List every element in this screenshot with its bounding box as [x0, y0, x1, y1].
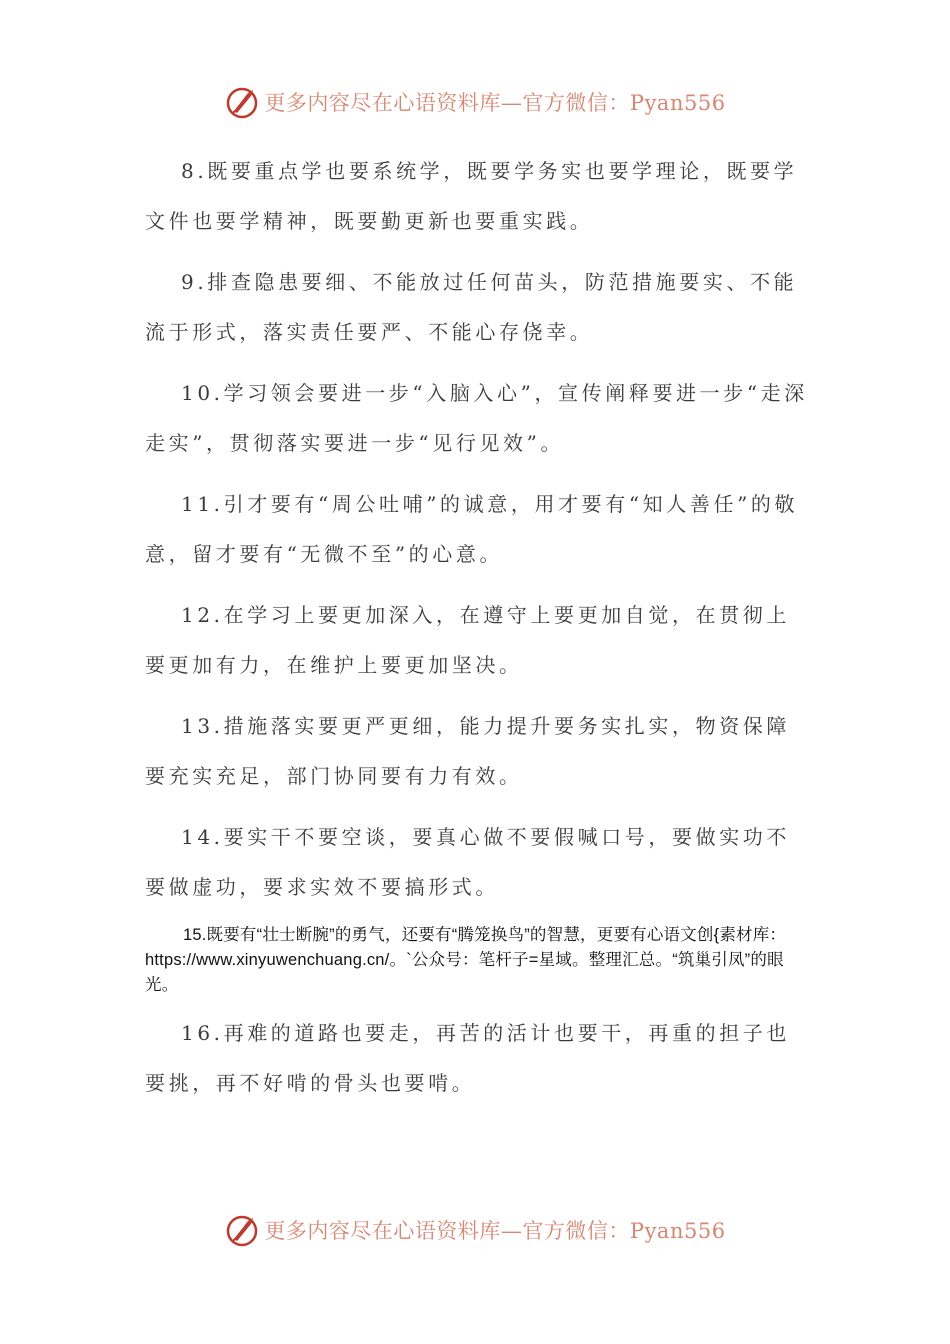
paragraph-15: 15.既要有“壮士断腕”的勇气，还要有“腾笼换鸟”的智慧，更要有心语文创{素材库：https://www.xinyuwenchuang.cn/。`公众号：笔杆子=星域。整理汇总。“筑巢引凤”的眼光。 [145, 926, 787, 994]
document-body [145, 146, 810, 1119]
pen-nib-logo-icon [224, 84, 260, 120]
pen-nib-logo-icon [224, 1212, 260, 1248]
header-banner [0, 82, 950, 122]
footer-banner-text: 更多内容尽在心语资料库—官方微信：Pyan556 [264, 1219, 726, 1243]
footer-banner [0, 1210, 950, 1250]
paragraph-14: 14.要实干不要空谈，要真心做不要假喊口号，要做实功不要做虚功，要求实效不要搞形式。 [145, 825, 791, 899]
paragraph-10: 10.学习领会要进一步“入脑入心”，宣传阐释要进一步“走深走实”，贯彻落实要进一步“见行见效”。 [145, 381, 808, 455]
paragraph-12: 12.在学习上要更加深入，在遵守上要更加自觉，在贯彻上要更加有力，在维护上要更加坚决。 [145, 603, 791, 677]
paragraph-11: 11.引才要有“周公吐哺”的诚意，用才要有“知人善任”的敬意，留才要有“无微不至”的心意。 [145, 492, 799, 566]
paragraph-9: 9.排查隐患要细、不能放过任何苗头，防范措施要实、不能流于形式，落实责任要严、不能心存侥幸。 [145, 270, 798, 344]
paragraph-16: 16.再难的道路也要走，再苦的活计也要干，再重的担子也要挑，再不好啃的骨头也要啃。 [145, 1021, 791, 1095]
header-banner-text: 更多内容尽在心语资料库—官方微信：Pyan556 [264, 91, 726, 115]
paragraph-8: 8.既要重点学也要系统学，既要学务实也要学理论，既要学文件也要学精神，既要勤更新也要重实践。 [145, 159, 798, 233]
paragraph-13: 13.措施落实要更严更细，能力提升要务实扎实，物资保障要充实充足，部门协同要有力有效。 [145, 714, 791, 788]
